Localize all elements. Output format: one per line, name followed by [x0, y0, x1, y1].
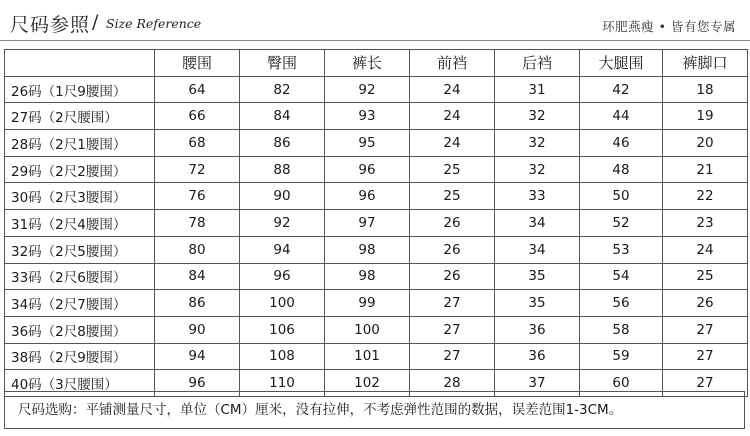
waist-cell: 78 — [155, 210, 240, 237]
size-cell: 33码（2尺6腰围） — [5, 263, 155, 290]
column-header-front-rise: 前裆 — [410, 50, 495, 77]
back-rise-cell: 33 — [495, 183, 580, 210]
measurement-note: 尺码选购：平铺测量尺寸，单位（CM）厘米，没有拉伸，不考虑弹性范围的数据，误差范围1-3CM。 — [4, 391, 745, 429]
waist-cell: 64 — [155, 76, 240, 103]
waist-cell: 66 — [155, 103, 240, 130]
hip-cell: 96 — [240, 263, 325, 290]
waist-cell: 72 — [155, 156, 240, 183]
leg-opening-cell: 20 — [663, 130, 748, 157]
table-row — [5, 316, 748, 343]
leg-opening-cell: 18 — [663, 76, 748, 103]
thigh-cell: 59 — [580, 343, 663, 370]
front-rise-cell: 27 — [410, 316, 495, 343]
leg-opening-cell: 25 — [663, 263, 748, 290]
hip-cell: 108 — [240, 343, 325, 370]
column-header-waist: 腰围 — [155, 50, 240, 77]
table-body — [5, 76, 748, 396]
waist-cell: 90 — [155, 316, 240, 343]
table-row — [5, 263, 748, 290]
thigh-cell: 52 — [580, 210, 663, 237]
header-row — [5, 50, 748, 77]
length-cell: 101 — [325, 343, 410, 370]
length-cell: 95 — [325, 130, 410, 157]
length-cell: 93 — [325, 103, 410, 130]
waist-cell: 96 — [155, 370, 240, 397]
table-row — [5, 156, 748, 183]
front-rise-cell: 26 — [410, 263, 495, 290]
hip-cell: 92 — [240, 210, 325, 237]
waist-cell: 84 — [155, 263, 240, 290]
column-header-length: 裤长 — [325, 50, 410, 77]
hip-cell: 110 — [240, 370, 325, 397]
size-cell: 30码（2尺3腰围） — [5, 183, 155, 210]
front-rise-cell: 28 — [410, 370, 495, 397]
length-cell: 102 — [325, 370, 410, 397]
back-rise-cell: 36 — [495, 343, 580, 370]
back-rise-cell: 35 — [495, 263, 580, 290]
title-english: Size Reference — [106, 16, 202, 31]
thigh-cell: 46 — [580, 130, 663, 157]
waist-cell: 80 — [155, 236, 240, 263]
leg-opening-cell: 19 — [663, 103, 748, 130]
hip-cell: 94 — [240, 236, 325, 263]
table-row — [5, 76, 748, 103]
table-row — [5, 343, 748, 370]
column-header-back-rise: 后裆 — [495, 50, 580, 77]
thigh-cell: 56 — [580, 290, 663, 317]
back-rise-cell: 32 — [495, 130, 580, 157]
front-rise-cell: 25 — [410, 183, 495, 210]
size-cell: 38码（2尺9腰围） — [5, 343, 155, 370]
size-cell: 26码（1尺9腰围） — [5, 76, 155, 103]
size-cell: 36码（2尺8腰围） — [5, 316, 155, 343]
hip-cell: 106 — [240, 316, 325, 343]
length-cell: 98 — [325, 236, 410, 263]
front-rise-cell: 27 — [410, 290, 495, 317]
table-row — [5, 130, 748, 157]
table-row — [5, 236, 748, 263]
size-cell: 31码（2尺4腰围） — [5, 210, 155, 237]
back-rise-cell: 32 — [495, 156, 580, 183]
size-cell: 27码（2尺腰围） — [5, 103, 155, 130]
column-header-size — [5, 50, 155, 77]
thigh-cell: 54 — [580, 263, 663, 290]
table-row — [5, 183, 748, 210]
back-rise-cell: 32 — [495, 103, 580, 130]
size-table — [4, 49, 748, 397]
front-rise-cell: 24 — [410, 130, 495, 157]
front-rise-cell: 26 — [410, 210, 495, 237]
leg-opening-cell: 27 — [663, 316, 748, 343]
front-rise-cell: 24 — [410, 103, 495, 130]
thigh-cell: 53 — [580, 236, 663, 263]
size-cell: 34码（2尺7腰围） — [5, 290, 155, 317]
size-cell: 40码（3尺腰围） — [5, 370, 155, 397]
leg-opening-cell: 26 — [663, 290, 748, 317]
hip-cell: 84 — [240, 103, 325, 130]
hip-cell: 82 — [240, 76, 325, 103]
thigh-cell: 58 — [580, 316, 663, 343]
size-table-container — [4, 49, 747, 397]
leg-opening-cell: 22 — [663, 183, 748, 210]
thigh-cell: 42 — [580, 76, 663, 103]
page-header — [0, 0, 750, 48]
front-rise-cell: 25 — [410, 156, 495, 183]
thigh-cell: 60 — [580, 370, 663, 397]
size-cell: 28码（2尺1腰围） — [5, 130, 155, 157]
length-cell: 98 — [325, 263, 410, 290]
leg-opening-cell: 23 — [663, 210, 748, 237]
length-cell: 99 — [325, 290, 410, 317]
title-separator: / — [92, 11, 99, 33]
length-cell: 97 — [325, 210, 410, 237]
front-rise-cell: 26 — [410, 236, 495, 263]
hip-cell: 88 — [240, 156, 325, 183]
hip-cell: 90 — [240, 183, 325, 210]
column-header-hip: 臀围 — [240, 50, 325, 77]
leg-opening-cell: 24 — [663, 236, 748, 263]
size-cell: 32码（2尺5腰围） — [5, 236, 155, 263]
waist-cell: 68 — [155, 130, 240, 157]
leg-opening-cell: 27 — [663, 370, 748, 397]
length-cell: 100 — [325, 316, 410, 343]
table-row — [5, 210, 748, 237]
hip-cell: 100 — [240, 290, 325, 317]
title-chinese: 尺码参照 — [10, 14, 91, 36]
column-header-leg-opening: 裤脚口 — [663, 50, 748, 77]
thigh-cell: 50 — [580, 183, 663, 210]
back-rise-cell: 37 — [495, 370, 580, 397]
thigh-cell: 44 — [580, 103, 663, 130]
back-rise-cell: 36 — [495, 316, 580, 343]
length-cell: 92 — [325, 76, 410, 103]
thigh-cell: 48 — [580, 156, 663, 183]
length-cell: 96 — [325, 156, 410, 183]
waist-cell: 86 — [155, 290, 240, 317]
back-rise-cell: 34 — [495, 236, 580, 263]
column-header-thigh: 大腿围 — [580, 50, 663, 77]
tagline: 环肥燕瘦 • 皆有您专属 — [602, 19, 736, 34]
front-rise-cell: 27 — [410, 343, 495, 370]
waist-cell: 76 — [155, 183, 240, 210]
header-divider — [0, 40, 750, 41]
table-row — [5, 103, 748, 130]
back-rise-cell: 31 — [495, 76, 580, 103]
hip-cell: 86 — [240, 130, 325, 157]
leg-opening-cell: 21 — [663, 156, 748, 183]
size-cell: 29码（2尺2腰围） — [5, 156, 155, 183]
leg-opening-cell: 27 — [663, 343, 748, 370]
waist-cell: 94 — [155, 343, 240, 370]
table-row — [5, 290, 748, 317]
back-rise-cell: 34 — [495, 210, 580, 237]
front-rise-cell: 24 — [410, 76, 495, 103]
length-cell: 96 — [325, 183, 410, 210]
back-rise-cell: 35 — [495, 290, 580, 317]
